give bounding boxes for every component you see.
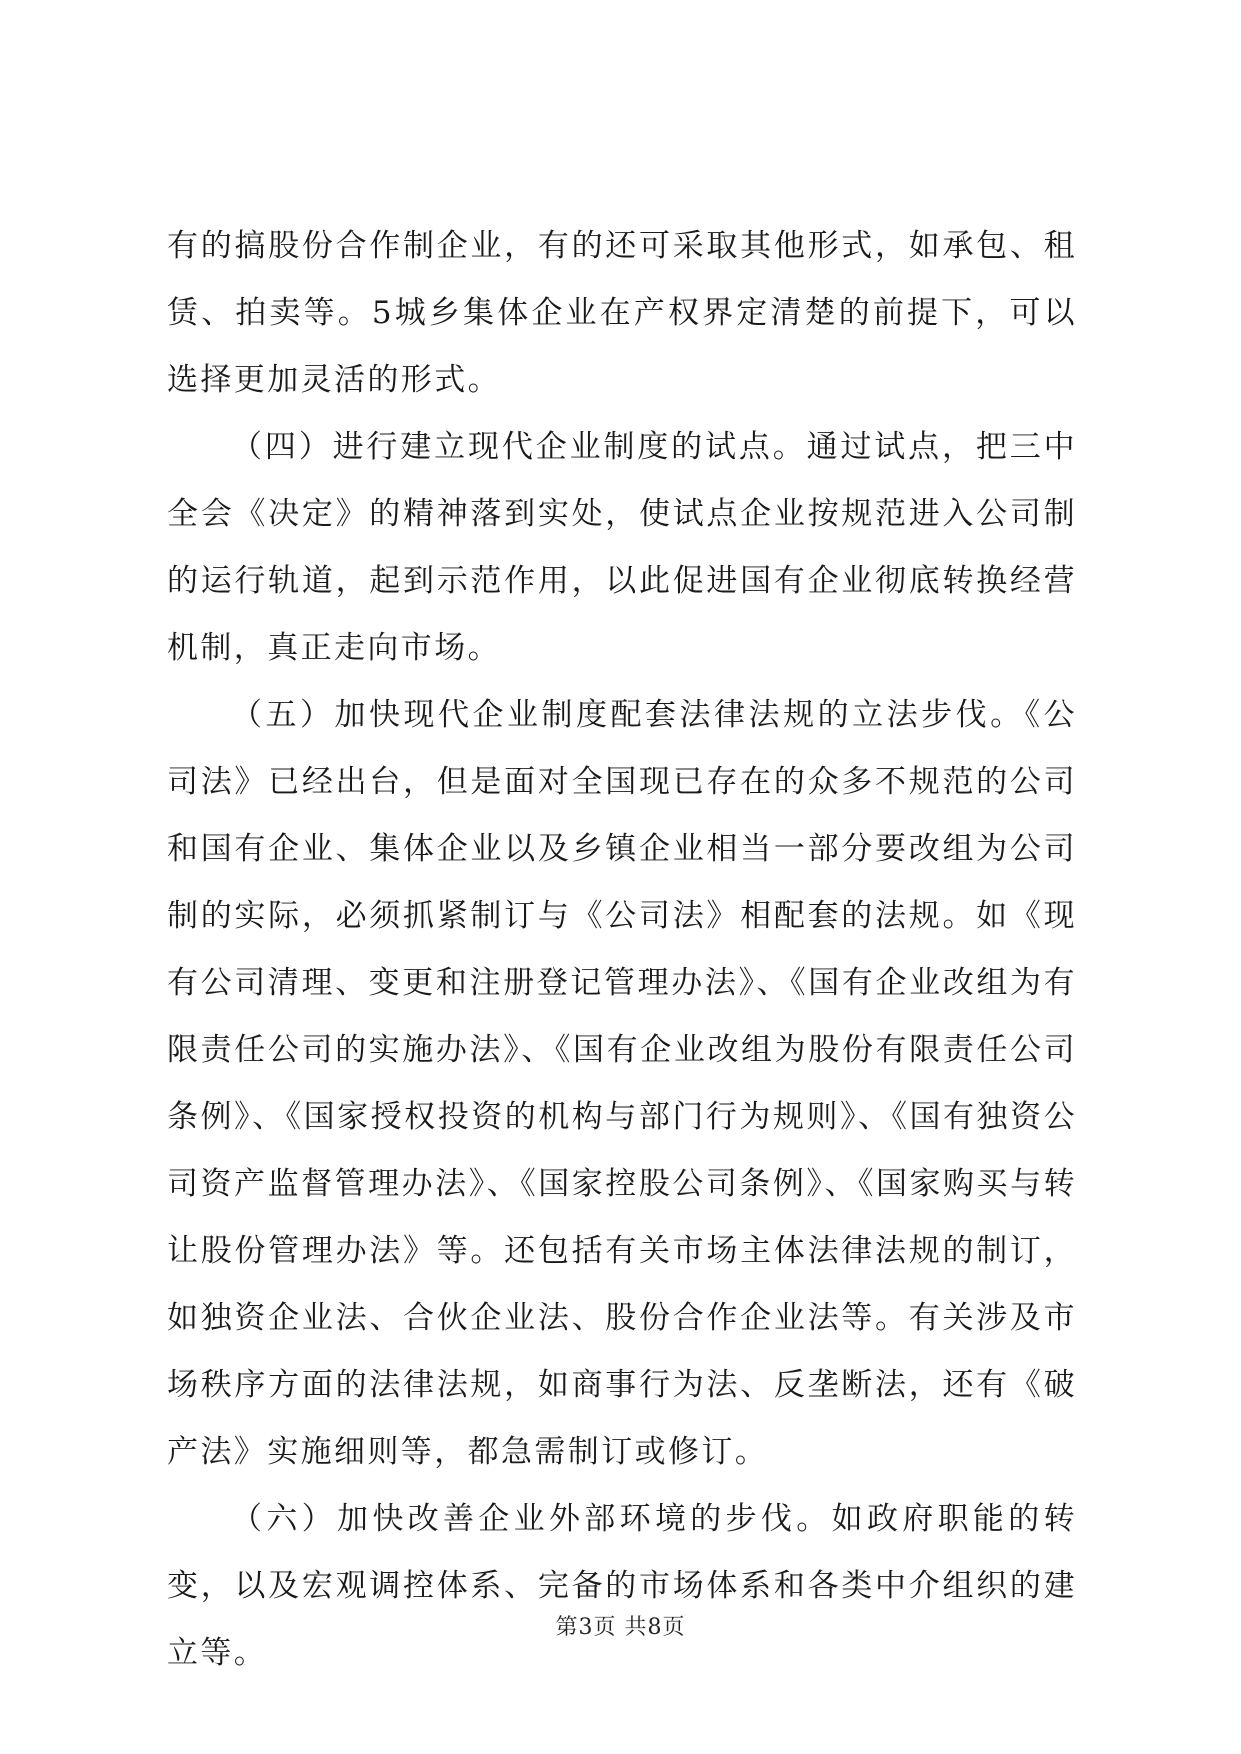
paragraph-4: （六）加快改善企业外部环境的步伐。如政府职能的转变，以及宏观调控体系、完备的市场体系和各类中介组织的建立等。 bbox=[167, 1501, 1077, 1671]
page-number-footer: 第3页 共8页 bbox=[555, 1615, 686, 1640]
paragraph-2: （四）进行建立现代企业制度的试点。通过试点，把三中全会《决定》的精神落到实处，使试点企业按规范进入公司制的运行轨道，起到示范作用，以此促进国有企业彻底转换经营机制，真正走向市场。 bbox=[167, 429, 1077, 666]
paragraph-1: 有的搞股份合作制企业，有的还可采取其他形式，如承包、租赁、拍卖等。5城乡集体企业在产权界定清楚的前提下，可以选择更加灵活的形式。 bbox=[167, 228, 1077, 398]
document-body bbox=[167, 213, 1077, 1687]
paragraph-3: （五）加快现代企业制度配套法律法规的立法步伐。《公司法》已经出台，但是面对全国现已存在的众多不规范的公司和国有企业、集体企业以及乡镇企业相当一部分要改组为公司制的实际，必须抓紧制订与《公司法》相配套的法规。如《现有公司清理、变更和注册登记管理办法》、《国有企业改组为有限责任公司的实施办法》、《国有企业改组为股份有限责任公司条例》、《国家授权投资的机构与部门行为规则》、《国有独资公司资产监督管理办法》、《国家控股公司条例》、《国家购买与转让股份管理办法》等。还包括有关市场主体法律法规的制订，如独资企业法、合伙企业法、股份合作企业法等。有关涉及市场秩序方面的法律法规，如商事行为法、反垄断法，还有《破产法》实施细则等，都急需制订或修订。 bbox=[167, 697, 1077, 1470]
